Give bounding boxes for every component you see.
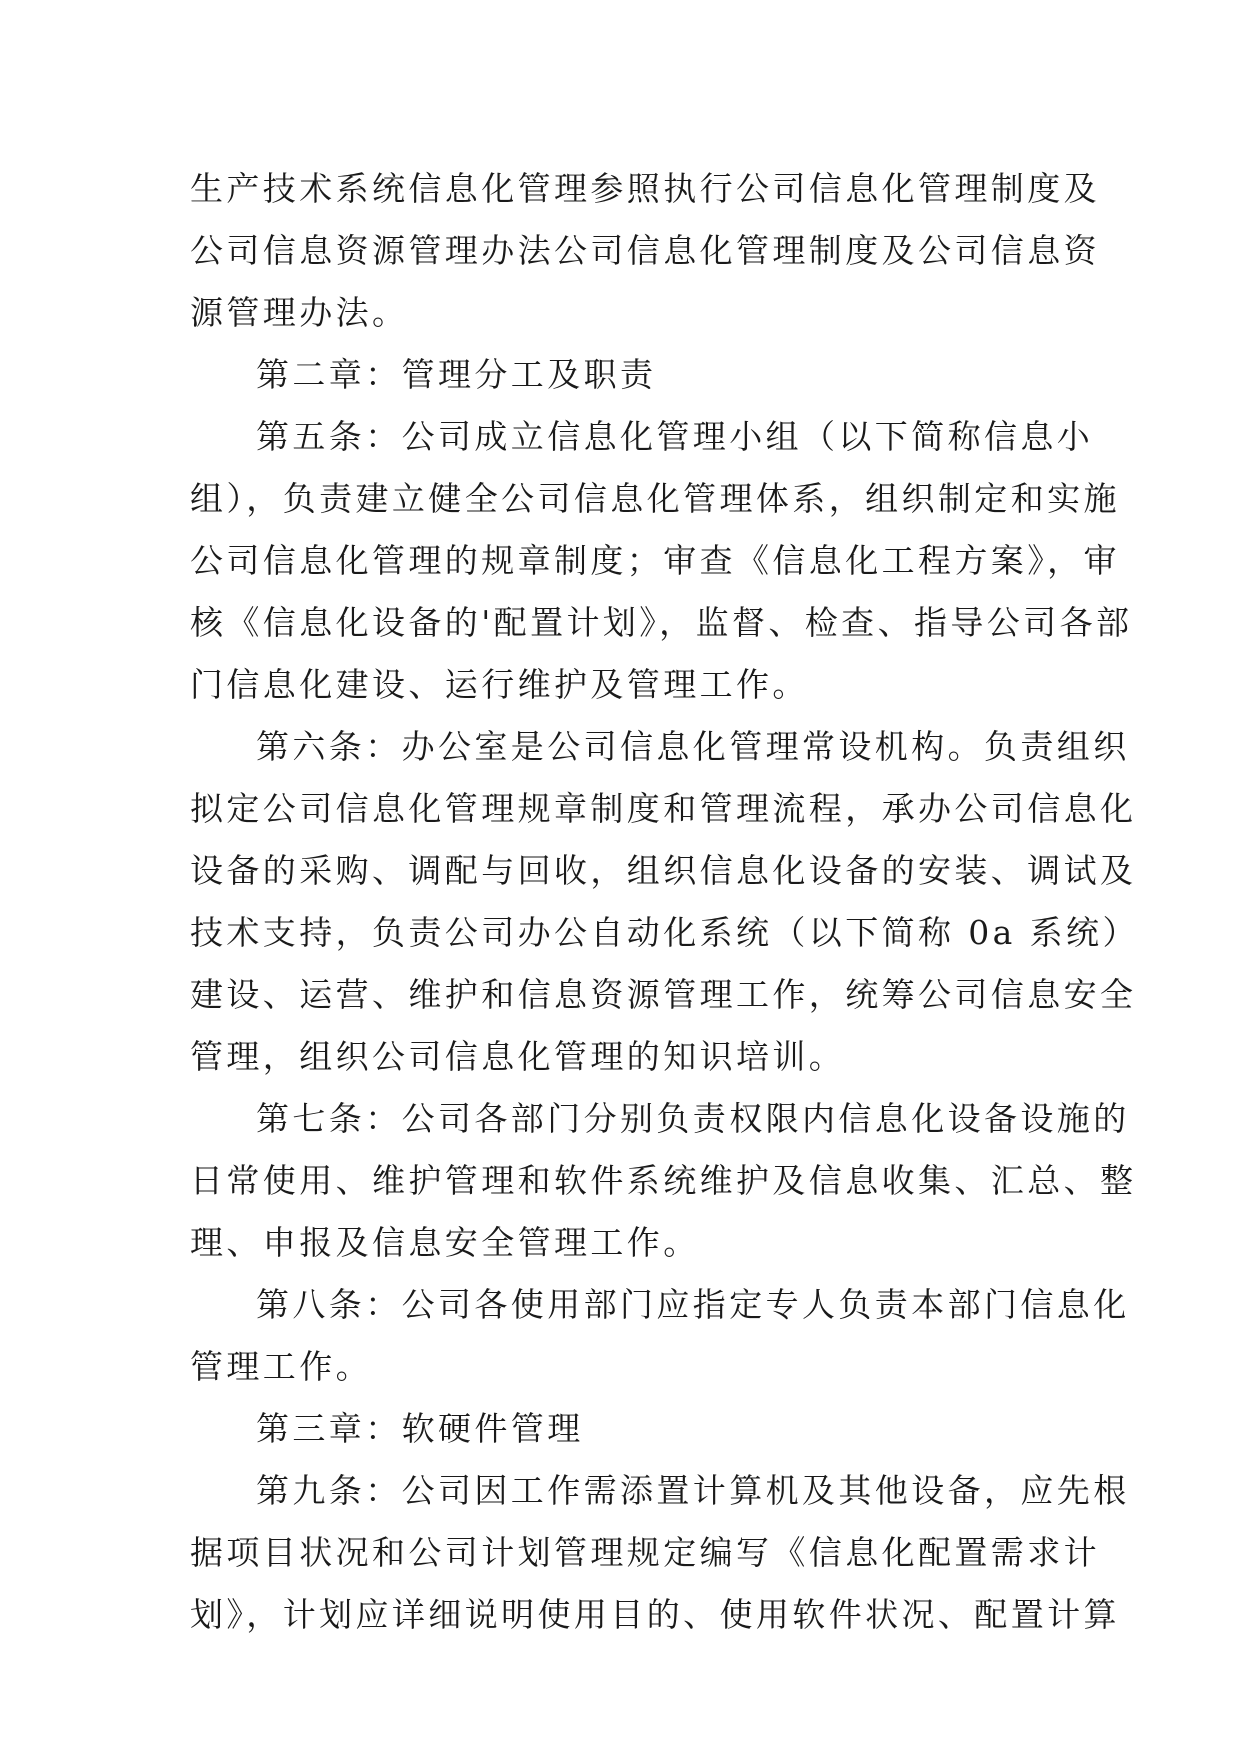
text-line: 核《信息化设备的'配置计划》，监督、检查、指导公司各部 [190,603,1133,642]
text-line: 理、申报及信息安全管理工作。 [190,1223,700,1262]
article-start-line: 第八条：公司各使用部门应指定专人负责本部门信息化 [256,1285,1130,1324]
text-line: 技术支持，负责公司办公自动化系统（以下简称 0a 系统） [190,913,1139,952]
text-line: 公司信息化管理的规章制度；审查《信息化工程方案》，审 [190,541,1120,580]
chapter-heading: 第三章：软硬件管理 [256,1409,584,1448]
text-line: 设备的采购、调配与回收，组织信息化设备的安装、调试及 [190,851,1137,890]
article-start-line: 第九条：公司因工作需添置计算机及其他设备，应先根 [256,1471,1130,1510]
text-line: 划》，计划应详细说明使用目的、使用软件状况、配置计算 [190,1595,1120,1634]
article-start-line: 第七条：公司各部门分别负责权限内信息化设备设施的 [256,1099,1130,1138]
text-line: 建设、运营、维护和信息资源管理工作，统筹公司信息安全 [190,975,1137,1014]
text-line: 拟定公司信息化管理规章制度和管理流程，承办公司信息化 [190,789,1137,828]
text-line: 门信息化建设、运行维护及管理工作。 [190,665,809,704]
article-start-line: 第六条：办公室是公司信息化管理常设机构。负责组织 [256,727,1130,766]
text-line: 源管理办法。 [190,293,409,332]
text-line: 公司信息资源管理办法公司信息化管理制度及公司信息资 [190,231,1100,270]
text-line: 管理，组织公司信息化管理的知识培训。 [190,1037,846,1076]
text-line: 管理工作。 [190,1347,372,1386]
text-line: 日常使用、维护管理和软件系统维护及信息收集、汇总、整 [190,1161,1137,1200]
text-line: 据项目状况和公司计划管理规定编写《信息化配置需求计 [190,1533,1100,1572]
document-body [190,158,1139,1646]
article-start-line: 第五条：公司成立信息化管理小组（以下简称信息小 [256,417,1094,456]
text-line: 组），负责建立健全公司信息化管理体系，组织制定和实施 [190,479,1120,518]
text-line: 生产技术系统信息化管理参照执行公司信息化管理制度及 [190,169,1100,208]
chapter-heading: 第二章：管理分工及职责 [256,355,657,394]
